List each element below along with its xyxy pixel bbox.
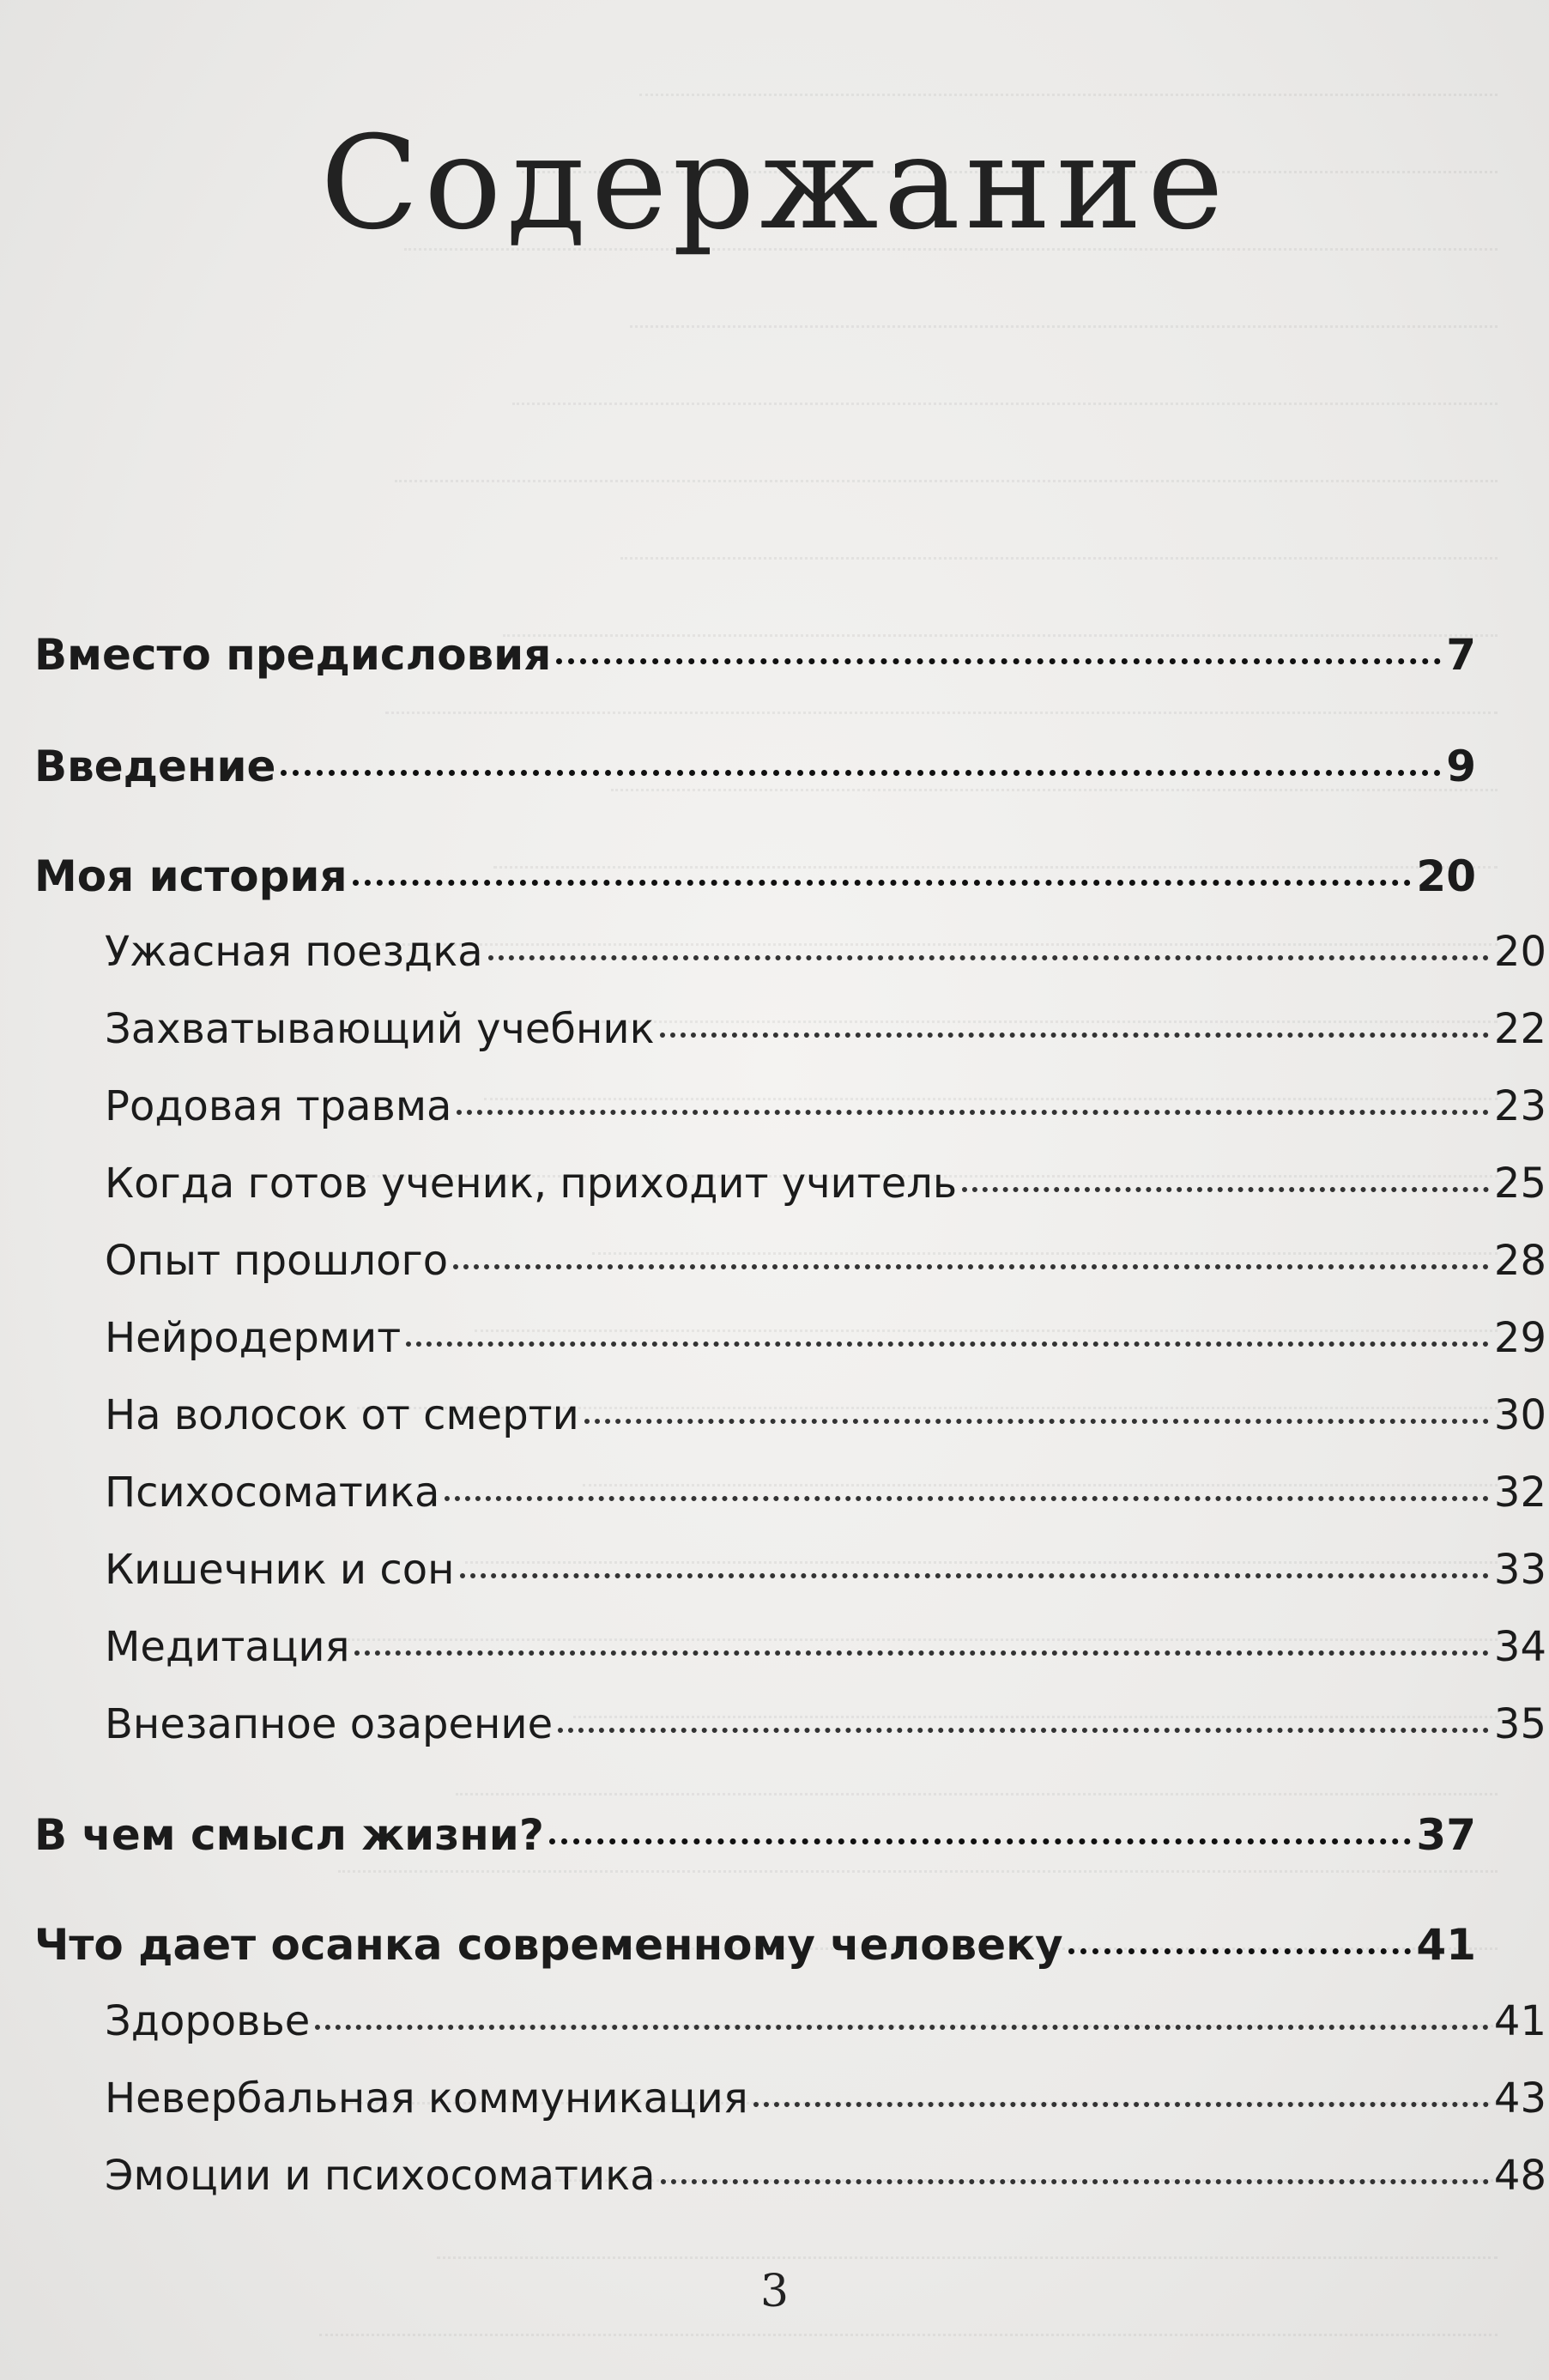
bleed-line bbox=[338, 1858, 1498, 1873]
toc-entry-title: Психосоматика bbox=[105, 1469, 440, 1517]
toc-section bbox=[34, 1623, 1546, 1671]
dot-leader bbox=[753, 2102, 1489, 2107]
toc-chapter bbox=[34, 742, 1476, 791]
toc-entry-page: 41 bbox=[1493, 1997, 1546, 2045]
dot-leader bbox=[1068, 1948, 1412, 1954]
toc-entry-page: 25 bbox=[1493, 1160, 1546, 1208]
toc-section bbox=[34, 2152, 1546, 2200]
dot-leader bbox=[660, 1033, 1489, 1038]
dot-leader bbox=[354, 1650, 1488, 1656]
dot-leader bbox=[453, 1264, 1489, 1269]
dot-leader bbox=[661, 2179, 1489, 2184]
toc-entry-title: Ужасная поездка bbox=[105, 928, 483, 976]
bleed-line bbox=[319, 2322, 1498, 2336]
dot-leader bbox=[406, 1341, 1489, 1347]
toc-chapter bbox=[34, 1920, 1476, 1970]
toc-chapter bbox=[34, 851, 1476, 901]
toc-entry-page: 9 bbox=[1446, 742, 1476, 791]
toc-entry-page: 32 bbox=[1493, 1469, 1546, 1517]
dot-leader bbox=[281, 770, 1441, 776]
toc-entry-page: 23 bbox=[1493, 1082, 1546, 1130]
toc-section bbox=[34, 1997, 1546, 2045]
toc-entry-page: 29 bbox=[1493, 1314, 1546, 1362]
toc-entry-title: Захватывающий учебник bbox=[105, 1005, 655, 1053]
dot-leader bbox=[315, 2025, 1489, 2030]
dot-leader bbox=[558, 1728, 1489, 1733]
toc-section bbox=[34, 1700, 1546, 1748]
toc-entry-page: 7 bbox=[1446, 630, 1476, 680]
toc-entry-page: 20 bbox=[1416, 851, 1476, 901]
page-number: 3 bbox=[759, 2266, 790, 2317]
toc-entry-title: На волосок от смерти bbox=[105, 1391, 579, 1439]
toc-entry-page: 22 bbox=[1493, 1005, 1546, 1053]
dot-leader bbox=[457, 1110, 1488, 1115]
toc-entry-title: Внезапное озарение bbox=[105, 1700, 554, 1748]
toc-entry-title: Здоровье bbox=[105, 1997, 311, 2045]
toc-entry-title: В чем смысл жизни? bbox=[34, 1810, 544, 1860]
bleed-line bbox=[437, 2244, 1498, 2259]
toc-section bbox=[34, 1314, 1546, 1362]
toc-section bbox=[34, 1546, 1546, 1594]
toc-section bbox=[34, 928, 1546, 976]
toc-entry-page: 34 bbox=[1493, 1623, 1546, 1671]
toc-entry-title: Что дает осанка современному человеку bbox=[34, 1920, 1063, 1970]
toc-entry-page: 33 bbox=[1493, 1546, 1546, 1594]
dot-leader bbox=[353, 880, 1412, 886]
dot-leader bbox=[962, 1187, 1489, 1192]
toc-section bbox=[34, 1160, 1546, 1208]
page-title: Содержание bbox=[320, 108, 1229, 258]
toc-section bbox=[34, 2074, 1546, 2123]
bleed-line bbox=[630, 313, 1498, 328]
toc-entry-title: Вместо предисловия bbox=[34, 630, 552, 680]
toc-chapter bbox=[34, 1810, 1476, 1860]
bleed-line bbox=[456, 1781, 1498, 1796]
toc-entry-title: Моя история bbox=[34, 851, 348, 901]
toc-entry-page: 43 bbox=[1493, 2074, 1546, 2123]
bleed-line bbox=[512, 391, 1498, 405]
toc-entry-title: Введение bbox=[34, 742, 276, 791]
toc-entry-title: Когда готов ученик, приходит учитель bbox=[105, 1160, 958, 1208]
toc-entry-title: Родовая травма bbox=[105, 1082, 452, 1130]
bleed-line bbox=[385, 699, 1498, 714]
dot-leader bbox=[488, 955, 1489, 960]
bleed-line bbox=[639, 82, 1498, 96]
toc-entry-page: 20 bbox=[1493, 928, 1546, 976]
toc-entry-page: 35 bbox=[1493, 1700, 1546, 1748]
toc-entry-page: 37 bbox=[1416, 1810, 1476, 1860]
dot-leader bbox=[584, 1419, 1489, 1424]
dot-leader bbox=[460, 1573, 1489, 1578]
bleed-line bbox=[395, 468, 1498, 482]
dot-leader bbox=[549, 1838, 1412, 1844]
toc-section bbox=[34, 1005, 1546, 1053]
dot-leader bbox=[445, 1496, 1489, 1501]
toc-entry-title: Кишечник и сон bbox=[105, 1546, 455, 1594]
toc-entry-page: 30 bbox=[1493, 1391, 1546, 1439]
toc-entry-title: Медитация bbox=[105, 1623, 350, 1671]
toc-chapter bbox=[34, 630, 1476, 680]
toc-entry-page: 41 bbox=[1416, 1920, 1476, 1970]
toc-entry-title: Нейродермит bbox=[105, 1314, 402, 1362]
toc-section bbox=[34, 1237, 1546, 1285]
toc-entry-page: 28 bbox=[1493, 1237, 1546, 1285]
toc-entry-title: Опыт прошлого bbox=[105, 1237, 449, 1285]
bleed-line bbox=[620, 545, 1498, 560]
toc-section bbox=[34, 1391, 1546, 1439]
toc-entry-page: 48 bbox=[1493, 2152, 1546, 2200]
toc-section bbox=[34, 1469, 1546, 1517]
toc-section bbox=[34, 1082, 1546, 1130]
toc-entry-title: Невербальная коммуникация bbox=[105, 2074, 748, 2123]
dot-leader bbox=[556, 658, 1441, 664]
toc-entry-title: Эмоции и психосоматика bbox=[105, 2152, 656, 2200]
